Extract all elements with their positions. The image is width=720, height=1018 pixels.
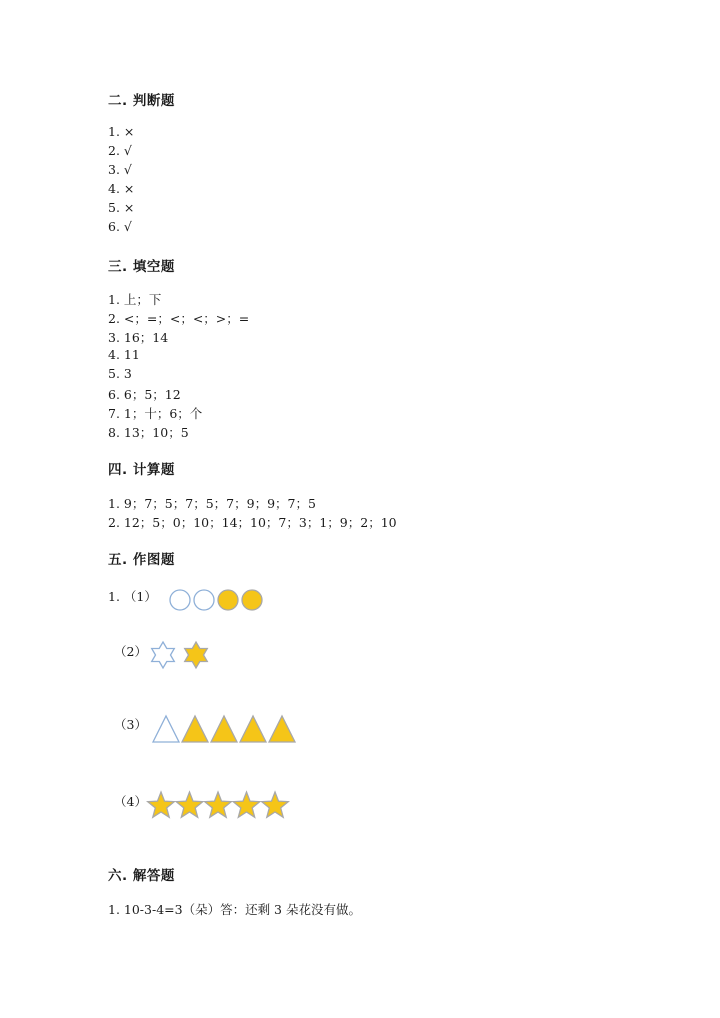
empty-circle-icon — [194, 590, 214, 610]
draw-label-3: （3） — [114, 717, 147, 732]
star-row — [144, 788, 294, 822]
filled-triangle-icon — [182, 716, 208, 742]
empty-hexagram-icon — [152, 642, 175, 668]
section-title-draw: 五. 作图题 — [108, 552, 175, 568]
filled-circle-icon — [218, 590, 238, 610]
judge-answer-6: 6. √ — [108, 219, 132, 234]
section-title-fill: 三. 填空题 — [108, 259, 175, 275]
fill-answer-6: 6. 6；5；12 — [108, 387, 181, 402]
filled-hexagram-icon — [185, 642, 208, 668]
empty-circle-icon — [170, 590, 190, 610]
draw-label-1: 1. （1） — [108, 589, 157, 604]
empty-triangle-icon — [153, 716, 179, 742]
draw-label-4: （4） — [114, 794, 147, 809]
hexagram-row — [146, 638, 216, 672]
calc-answer-2: 2. 12；5；0；10；14；10；7；3；1；9；2；10 — [108, 515, 397, 530]
solve-answer-1: 1. 10-3-4=3（朵）答：还剩 3 朵花没有做。 — [108, 902, 361, 917]
filled-triangle-icon — [269, 716, 295, 742]
judge-answer-2: 2. √ — [108, 143, 132, 158]
filled-star-icon — [176, 792, 203, 817]
judge-answer-5: 5. × — [108, 200, 135, 215]
fill-answer-4: 4. 11 — [108, 347, 140, 362]
judge-answer-3: 3. √ — [108, 162, 132, 177]
filled-circle-icon — [242, 590, 262, 610]
draw-label-2: （2） — [114, 644, 147, 659]
filled-star-icon — [205, 792, 232, 817]
calc-answer-1: 1. 9；7；5；7；5；7；9；9；7；5 — [108, 496, 316, 511]
filled-triangle-icon — [211, 716, 237, 742]
judge-answer-4: 4. × — [108, 181, 135, 196]
triangle-row — [150, 712, 295, 746]
fill-answer-3: 3. 16；14 — [108, 330, 169, 345]
judge-answer-1: 1. × — [108, 124, 135, 139]
fill-answer-7: 7. 1；十；6；个 — [108, 406, 203, 421]
filled-star-icon — [262, 792, 289, 817]
circle-row — [168, 586, 268, 614]
fill-answer-2: 2. <；=；<；<；>；= — [108, 311, 250, 326]
section-title-calc: 四. 计算题 — [108, 462, 175, 478]
fill-answer-8: 8. 13；10；5 — [108, 425, 189, 440]
filled-star-icon — [148, 792, 175, 817]
section-title-judge: 二. 判断题 — [108, 93, 175, 109]
fill-answer-1: 1. 上；下 — [108, 292, 162, 307]
filled-star-icon — [233, 792, 260, 817]
fill-answer-5: 5. 3 — [108, 366, 132, 381]
filled-triangle-icon — [240, 716, 266, 742]
section-title-solve: 六. 解答题 — [108, 868, 175, 884]
